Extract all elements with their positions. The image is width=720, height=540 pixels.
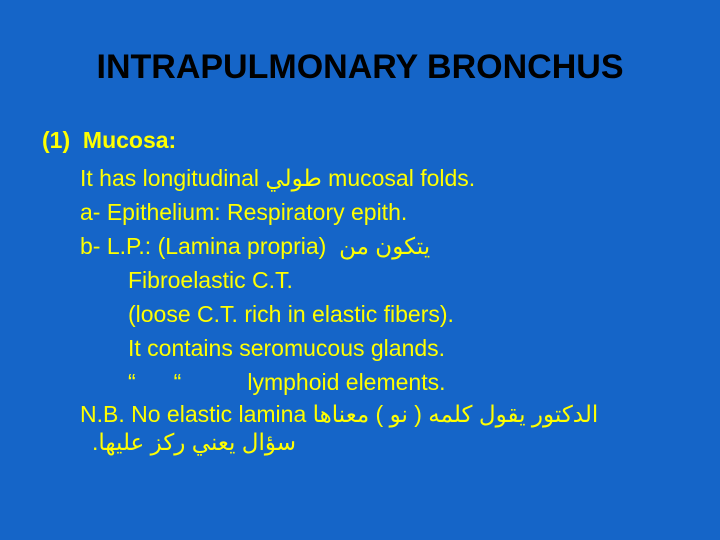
lamina-propria-line — [80, 232, 430, 260]
arabic-note-line: سؤال يعني ركز عليها. — [92, 429, 297, 455]
mucosa-heading — [42, 126, 176, 154]
epithelium-line: a- Epithelium: Respiratory epith. — [80, 199, 408, 225]
glands-line: It contains seromucous glands. — [128, 335, 446, 361]
folds-line — [80, 164, 475, 192]
heading-number: (1) — [42, 127, 71, 153]
page-title: INTRAPULMONARY BRONCHUS — [96, 48, 624, 86]
folds-text-end: mucosal folds. — [328, 165, 476, 191]
lymphoid-text: lymphoid elements. — [247, 369, 446, 395]
fibroelastic-line: Fibroelastic C.T. — [128, 267, 293, 293]
lamina-propria-arabic-note: يتكون من — [339, 233, 431, 259]
ditto-mark-1: “ — [128, 369, 136, 395]
folds-text-start: It has longitudinal — [80, 165, 260, 191]
ditto-mark-2: “ — [173, 369, 182, 395]
lymphoid-line — [128, 368, 446, 396]
lamina-propria-text: b- L.P.: (Lamina propria) — [80, 233, 327, 259]
folds-arabic-note: طولي — [265, 165, 322, 191]
heading-label: Mucosa: — [82, 127, 177, 153]
nb-arabic-note: الدكتور يقول كلمه ( نو ) معناها — [312, 401, 599, 427]
loose-ct-line: (loose C.T. rich in elastic fibers). — [128, 301, 454, 327]
nb-text: N.B. No elastic lamina — [80, 401, 307, 427]
nb-line — [80, 400, 598, 428]
